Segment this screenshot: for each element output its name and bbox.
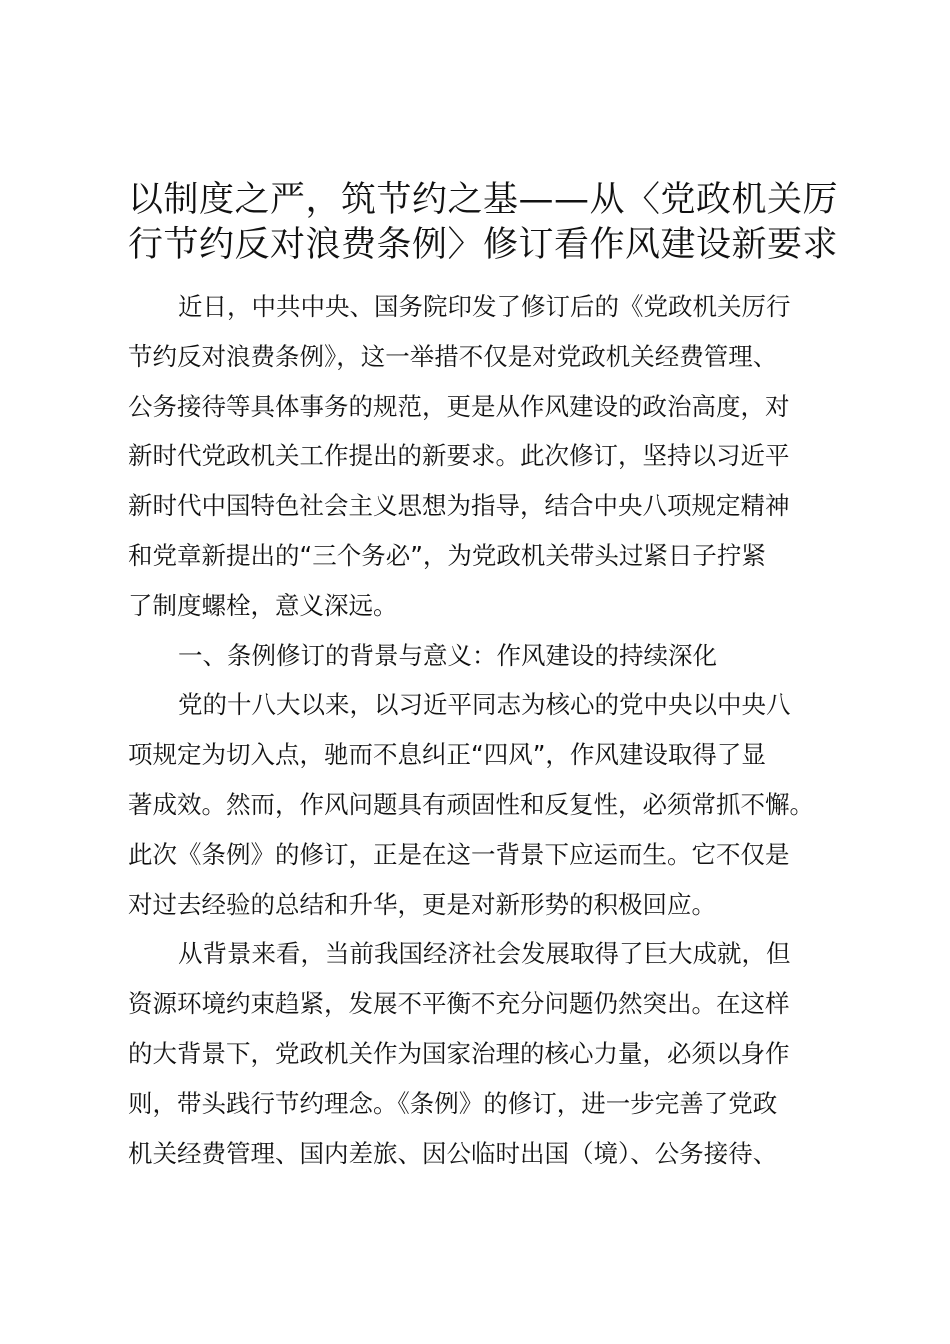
title-line: 行节约反对浪费条例〉修订看作风建设新要求 [128, 225, 839, 265]
document-title [128, 178, 848, 268]
paragraph-line: 资源环境约束趋紧，发展不平衡不充分问题仍然突出。在这样 [128, 989, 790, 1019]
paragraph-line: 著成效。然而，作风问题具有顽固性和反复性，必须常抓不懈。 [128, 789, 814, 819]
paragraph-line: 则，带头践行节约理念。《条例》的修订，进一步完善了党政 [128, 1088, 778, 1118]
paragraph-line: 的大背景下，党政机关作为国家治理的核心力量，必须以身作 [128, 1038, 790, 1068]
paragraph-line: 项规定为切入点，驰而不息纠正“四风”，作风建设取得了显 [128, 740, 766, 770]
document-body [128, 282, 848, 1178]
paragraph-line: 新时代党政机关工作提出的新要求。此次修订，坚持以习近平 [128, 441, 790, 471]
paragraph-line: 了制度螺栓，意义深远。 [128, 590, 398, 620]
paragraph-line: 对过去经验的总结和升华，更是对新形势的积极回应。 [128, 889, 716, 919]
paragraph-line: 和党章新提出的“三个务必”，为党政机关带头过紧日子拧紧 [128, 540, 766, 570]
paragraph-line: 党的十八大以来，以习近平同志为核心的党中央以中央八 [178, 690, 791, 720]
paragraph-line: 公务接待等具体事务的规范，更是从作风建设的政治高度，对 [128, 391, 790, 421]
title-line: 以制度之严，筑节约之基——从〈党政机关厉 [128, 180, 839, 220]
paragraph-line: 节约反对浪费条例》，这一举措不仅是对党政机关经费管理、 [128, 341, 778, 371]
paragraph-line: 机关经费管理、国内差旅、因公临时出国（境）、公务接待、 [128, 1138, 778, 1168]
paragraph-line: 此次《条例》的修订，正是在这一背景下应运而生。它不仅是 [128, 839, 790, 869]
paragraph-line: 从背景来看，当前我国经济社会发展取得了巨大成就，但 [178, 939, 791, 969]
paragraph-line: 新时代中国特色社会主义思想为指导，结合中央八项规定精神 [128, 491, 790, 521]
paragraph-line: 近日，中共中央、国务院印发了修订后的《党政机关厉行 [178, 292, 791, 321]
section-heading: 一、条例修订的背景与意义：作风建设的持续深化 [178, 640, 717, 670]
